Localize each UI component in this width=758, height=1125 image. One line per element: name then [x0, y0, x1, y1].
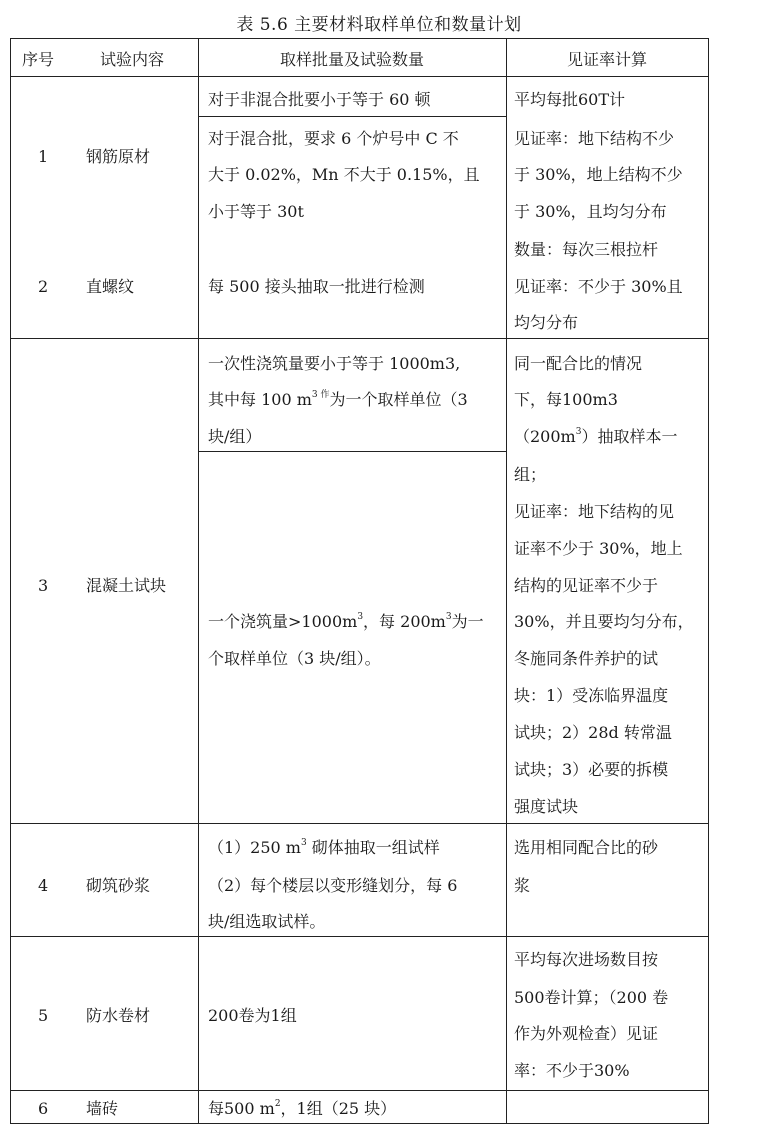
batch-text-part: 为一	[451, 612, 484, 631]
witness-text: 强度试块	[514, 797, 579, 816]
batch-text: 每 500 接头抽取一批进行检测	[208, 277, 425, 296]
batch-text: 对于非混合批要小于等于 60 顿	[208, 90, 431, 109]
witness-text: 30%，并且要均匀分布，	[514, 612, 694, 631]
header-witness: 见证率计算	[566, 50, 647, 69]
row-item: 直螺纹	[86, 277, 135, 296]
table-rule	[10, 1090, 709, 1091]
table-rule	[10, 338, 709, 339]
superscript: 3	[445, 611, 452, 622]
superscript: 3	[357, 611, 364, 622]
witness-text: 作为外观检查）见证	[514, 1024, 659, 1043]
batch-text: 块/组选取试样。	[208, 912, 326, 931]
table-border-bottom	[10, 1123, 709, 1124]
witness-text: 下，每100m3	[514, 390, 618, 409]
batch-text: 一次性浇筑量要小于等于 1000m3,	[208, 354, 461, 373]
batch-text	[208, 390, 468, 410]
superscript: 2	[274, 1098, 281, 1109]
row-item: 防水卷材	[86, 1006, 151, 1025]
row-number: 3	[38, 576, 49, 595]
table-border-left	[10, 38, 11, 1124]
table-rule	[10, 76, 709, 77]
batch-text: 大于 0.02%，Mn 不大于 0.15%，且	[208, 165, 480, 184]
table-border-right	[708, 38, 709, 1124]
batch-text: 对于混合批，要求 6 个炉号中 C 不	[208, 129, 459, 148]
batch-text: 小于等于 30t	[208, 202, 304, 221]
batch-text-part: ，每 200m	[363, 612, 446, 631]
row-number: 5	[38, 1006, 49, 1025]
superscript: 3 作	[311, 389, 330, 400]
row-item: 墙砖	[86, 1099, 119, 1118]
witness-text: 见证率：地下结构的见	[514, 502, 675, 521]
batch-text-part: 砌体抽取一组试样	[306, 838, 440, 857]
row-number: 6	[38, 1099, 49, 1118]
witness-text: 平均每批60T计	[514, 90, 626, 109]
header-batch: 取样批量及试验数量	[279, 50, 424, 69]
witness-text: 见证率：地下结构不少	[514, 129, 675, 148]
witness-text-part: ）抽取样本一	[581, 427, 678, 446]
witness-text-part: （200m	[514, 427, 576, 446]
witness-text: 平均每次进场数目按	[514, 950, 659, 969]
witness-text: 均匀分布	[514, 313, 579, 332]
row-item: 钢筋原材	[86, 147, 151, 166]
row-number: 1	[38, 147, 49, 166]
table-rule	[198, 116, 506, 117]
batch-text-part: （1）250 m	[208, 838, 301, 857]
witness-text: 于 30%，且均匀分布	[514, 202, 667, 221]
batch-text-part: 每500 m	[208, 1099, 275, 1118]
witness-text	[514, 427, 677, 447]
batch-text-part: 其中每 100 m	[208, 390, 312, 409]
witness-text: 结构的见证率不少于	[514, 576, 659, 595]
batch-text	[208, 1099, 396, 1119]
witness-text: 于 30%，地上结构不少	[514, 165, 683, 184]
row-item: 混凝土试块	[86, 576, 167, 595]
witness-text: 冬施同条件养护的试	[514, 649, 659, 668]
table-title: 表 5.6 主要材料取样单位和数量计划	[236, 15, 522, 35]
table-rule	[10, 823, 709, 824]
witness-text: 试块；2）28d 转常温	[514, 723, 672, 742]
witness-text: 证率不少于 30%，地上	[514, 539, 683, 558]
superscript: 3	[300, 837, 307, 848]
batch-text: （2）每个楼层以变形缝划分，每 6	[208, 876, 458, 895]
table-rule	[198, 451, 506, 452]
batch-text-part: 一个浇筑量>1000m	[208, 612, 358, 631]
witness-text: 试块；3）必要的拆模	[514, 760, 669, 779]
row-number: 2	[38, 277, 49, 296]
witness-text: 见证率：不少于 30%且	[514, 277, 683, 296]
row-item: 砌筑砂浆	[86, 876, 151, 895]
table-col-rule	[198, 38, 199, 1124]
row-number: 4	[38, 876, 49, 895]
batch-text	[208, 838, 440, 858]
witness-text: 率：不少于30%	[514, 1061, 630, 1080]
batch-text: 个取样单位（3 块/组）。	[208, 649, 381, 668]
table-border-top	[10, 38, 709, 39]
superscript: 3	[575, 426, 582, 437]
batch-text	[208, 612, 484, 632]
batch-text-part: ，1组（25 块）	[280, 1099, 397, 1118]
batch-text: 200卷为1组	[208, 1006, 297, 1025]
table-rule	[10, 936, 709, 937]
witness-text: 块：1）受冻临界温度	[514, 686, 669, 705]
header-item: 试验内容	[100, 50, 165, 69]
batch-text: 块/组）	[208, 427, 262, 446]
table-col-rule	[506, 38, 507, 1124]
witness-text: 选用相同配合比的砂	[514, 838, 659, 857]
witness-text: 同一配合比的情况	[514, 354, 643, 373]
witness-text: 浆	[514, 876, 531, 895]
header-no: 序号	[22, 50, 55, 69]
witness-text: 500卷计算；（200 卷	[514, 988, 669, 1007]
witness-text: 组；	[514, 465, 547, 484]
witness-text: 数量：每次三根拉杆	[514, 240, 659, 259]
batch-text-part: 为一个取样单位（3	[329, 390, 468, 409]
